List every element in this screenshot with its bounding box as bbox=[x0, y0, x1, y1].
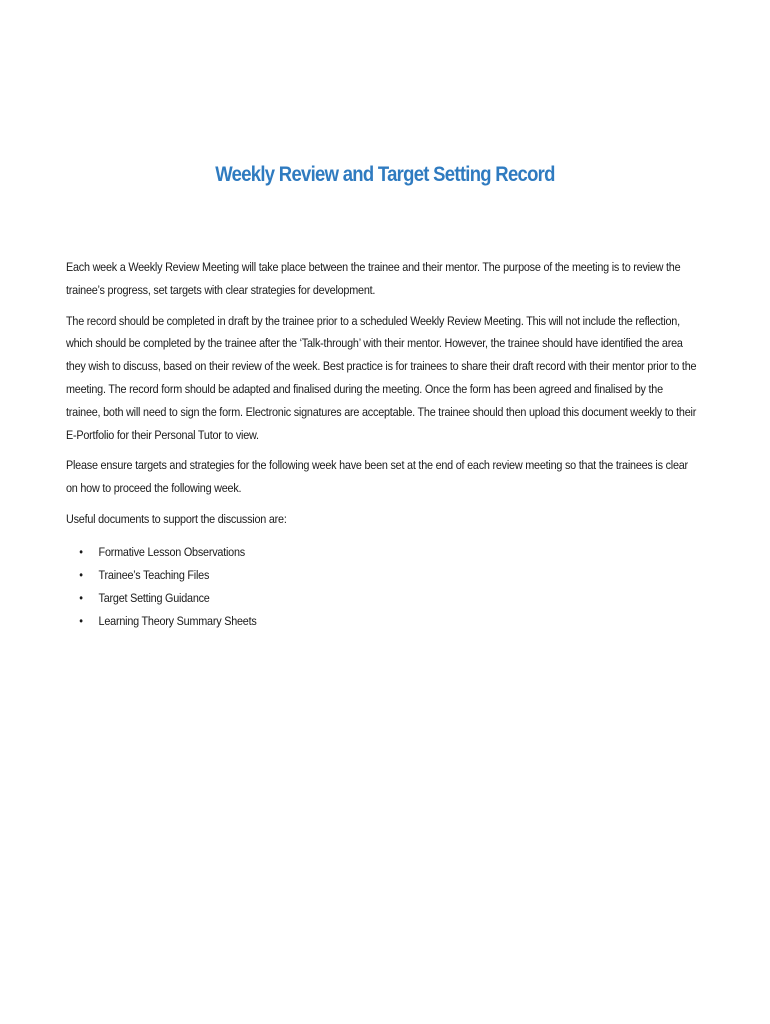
list-item bbox=[66, 587, 700, 610]
list-item-label: Learning Theory Summary Sheets bbox=[98, 614, 257, 629]
document-title: Weekly Review and Target Setting Record bbox=[215, 163, 555, 186]
list-item-label: Target Setting Guidance bbox=[98, 591, 210, 606]
bullet-icon: • bbox=[79, 567, 83, 582]
intro-paragraph: Each week a Weekly Review Meeting will take place between the trainee and their mentor. The purpose of the meeting is to review the trainee’s progress, set targets with clear strategies for development. bbox=[66, 260, 681, 297]
useful-documents-list bbox=[66, 541, 700, 634]
targets-paragraph: Please ensure targets and strategies for the following week have been set at the end of each review meeting so that the trainees is clear on how to proceed the following week. bbox=[66, 458, 688, 496]
list-item bbox=[66, 610, 700, 633]
bullet-icon: • bbox=[79, 544, 83, 559]
list-item bbox=[66, 564, 700, 587]
list-item-label: Trainee’s Teaching Files bbox=[98, 567, 210, 582]
document-body bbox=[66, 256, 700, 634]
list-item-label: Formative Lesson Observations bbox=[98, 544, 245, 559]
bullet-icon: • bbox=[79, 614, 83, 629]
bullet-icon: • bbox=[79, 591, 83, 606]
record-instructions-paragraph: The record should be completed in draft by the trainee prior to a scheduled Weekly Review Meeting. This will not include the reflection, which should be completed by the trainee after the ‘Talk-through’ with their mentor. However, the trainee should have identified the area they wish to discuss, based on their review of the week. Best practice is for trainees to share their draft record with their mentor prior to the meeting. The record form should be adapted and finalised during the meeting. Once the form has been agreed and finalised by the trainee, both will need to sign the form. Electronic signatures are acceptable. The trainee should then upload this document weekly to their E-Portfolio for their Personal Tutor to view. bbox=[66, 313, 697, 442]
list-item bbox=[66, 541, 700, 564]
useful-documents-heading: Useful documents to support the discussion are: bbox=[66, 511, 287, 526]
